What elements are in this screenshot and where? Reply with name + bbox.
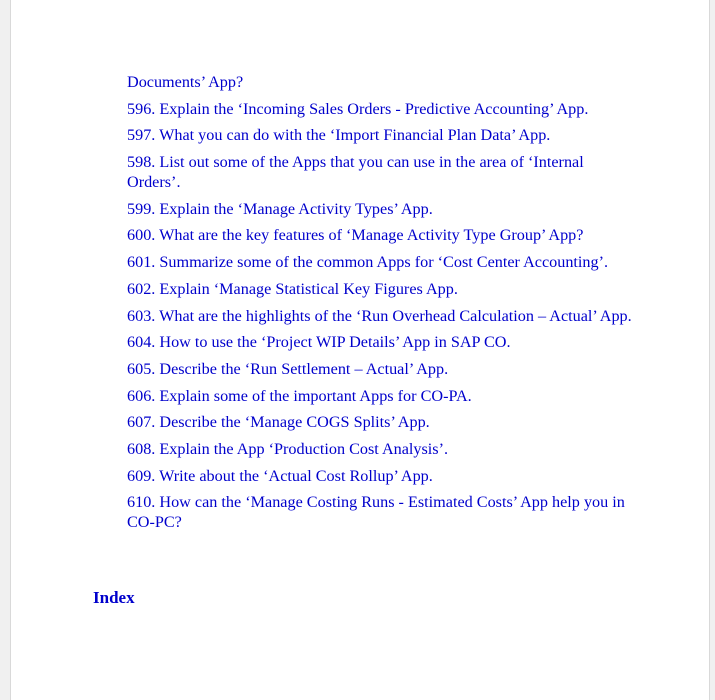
toc-link-608[interactable]: 608. Explain the App ‘Production Cost Analysis’. [127, 439, 449, 458]
toc-link-605[interactable]: 605. Describe the ‘Run Settlement – Actual’ App. [127, 359, 449, 378]
toc-link-596[interactable]: 596. Explain the ‘Incoming Sales Orders - Predictive Accounting’ App. [127, 99, 589, 118]
toc-link-606[interactable]: 606. Explain some of the important Apps for CO-PA. [127, 386, 472, 405]
table-of-contents [127, 72, 635, 539]
toc-link-609[interactable]: 609. Write about the ‘Actual Cost Rollup’ App. [127, 466, 433, 485]
toc-link-607[interactable]: 607. Describe the ‘Manage COGS Splits’ App. [127, 413, 430, 432]
index-heading-link[interactable]: Index [93, 588, 135, 607]
toc-link-597[interactable]: 597. What you can do with the ‘Import Financial Plan Data’ App. [127, 126, 551, 145]
toc-link-603[interactable]: 603. What are the highlights of the ‘Run Overhead Calculation – Actual’ App. [127, 306, 632, 325]
document-page [10, 0, 710, 700]
toc-link-599[interactable]: 599. Explain the ‘Manage Activity Types’ App. [127, 199, 433, 218]
toc-link-595-continued[interactable]: Documents’ App? [127, 73, 244, 91]
toc-link-610[interactable]: 610. How can the ‘Manage Costing Runs - Estimated Costs’ App help you in CO-PC? [127, 493, 625, 532]
toc-link-601[interactable]: 601. Summarize some of the common Apps for ‘Cost Center Accounting’. [127, 253, 609, 272]
toc-link-600[interactable]: 600. What are the key features of ‘Manage Activity Type Group’ App? [127, 226, 584, 245]
toc-link-602[interactable]: 602. Explain ‘Manage Statistical Key Figures App. [127, 279, 458, 298]
toc-link-604[interactable]: 604. How to use the ‘Project WIP Details’ App in SAP CO. [127, 333, 511, 352]
toc-link-598[interactable]: 598. List out some of the Apps that you can use in the area of ‘Internal Orders’. [127, 153, 584, 192]
